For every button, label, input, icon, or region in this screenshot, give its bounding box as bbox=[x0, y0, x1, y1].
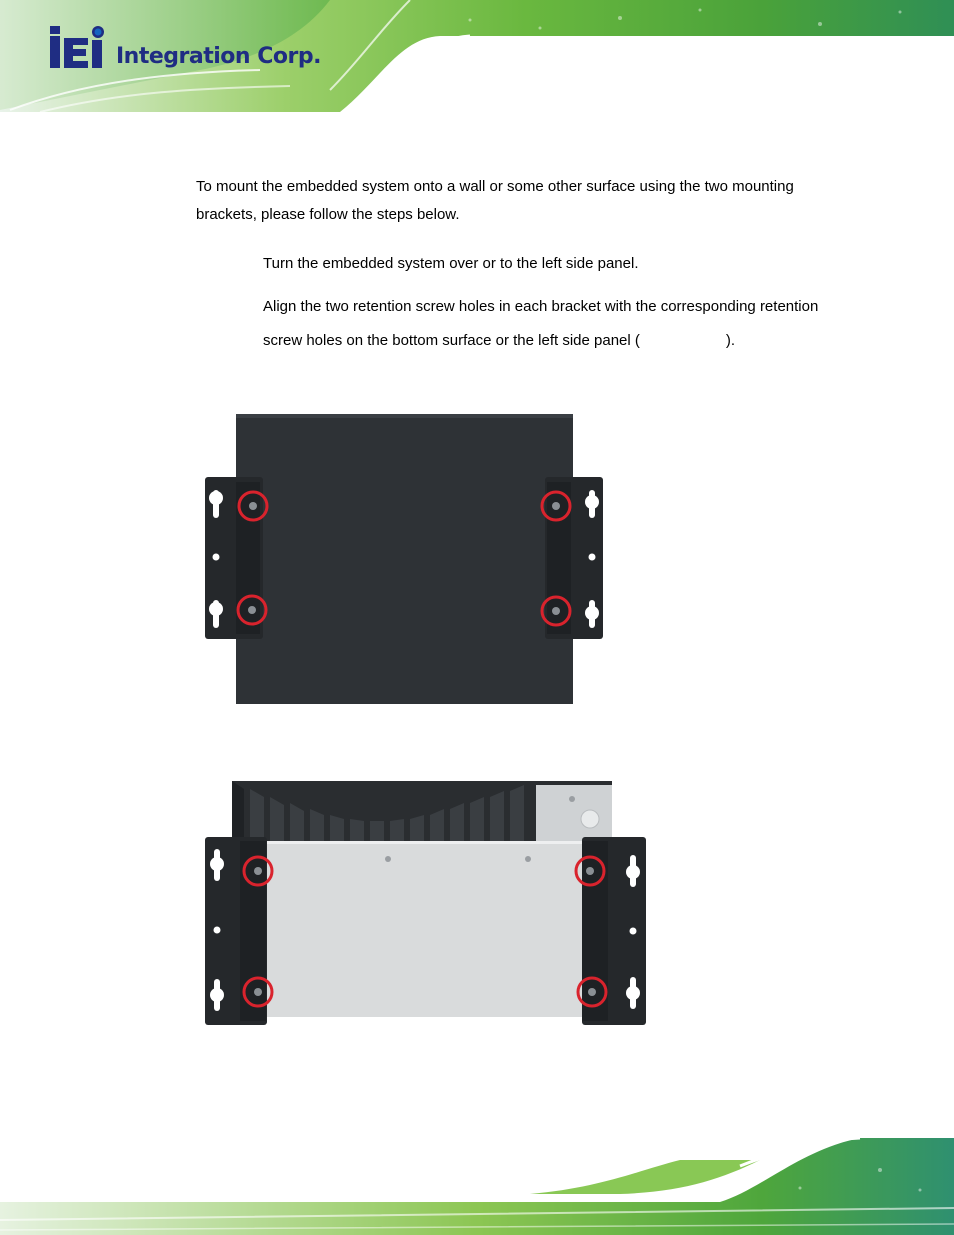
heatsink-fins bbox=[232, 781, 538, 847]
bottom-view-figure bbox=[200, 410, 610, 710]
step-2 bbox=[263, 290, 823, 358]
right-bracket bbox=[582, 837, 646, 1025]
left-bracket bbox=[205, 477, 263, 639]
step-2-text-b: ). bbox=[725, 332, 736, 349]
step-1 bbox=[263, 247, 823, 281]
iei-logo-icon bbox=[46, 26, 116, 74]
left-bracket bbox=[205, 837, 267, 1025]
step-2-text-a: Align the two retention screw holes in each bracket with the corresponding retention screw holes on the bottom surface or the left side panel ( bbox=[263, 298, 819, 349]
logo-text: Integration Corp. bbox=[116, 44, 321, 69]
intro-paragraph: To mount the embedded system onto a wall or some other surface using the two mounting brackets, please follow the steps below. bbox=[196, 178, 794, 223]
side-view-figure bbox=[200, 775, 652, 1033]
footer-banner bbox=[0, 1130, 954, 1235]
step-1-text: Turn the embedded system over or to the left side panel. bbox=[263, 255, 639, 272]
right-bracket bbox=[545, 477, 603, 639]
